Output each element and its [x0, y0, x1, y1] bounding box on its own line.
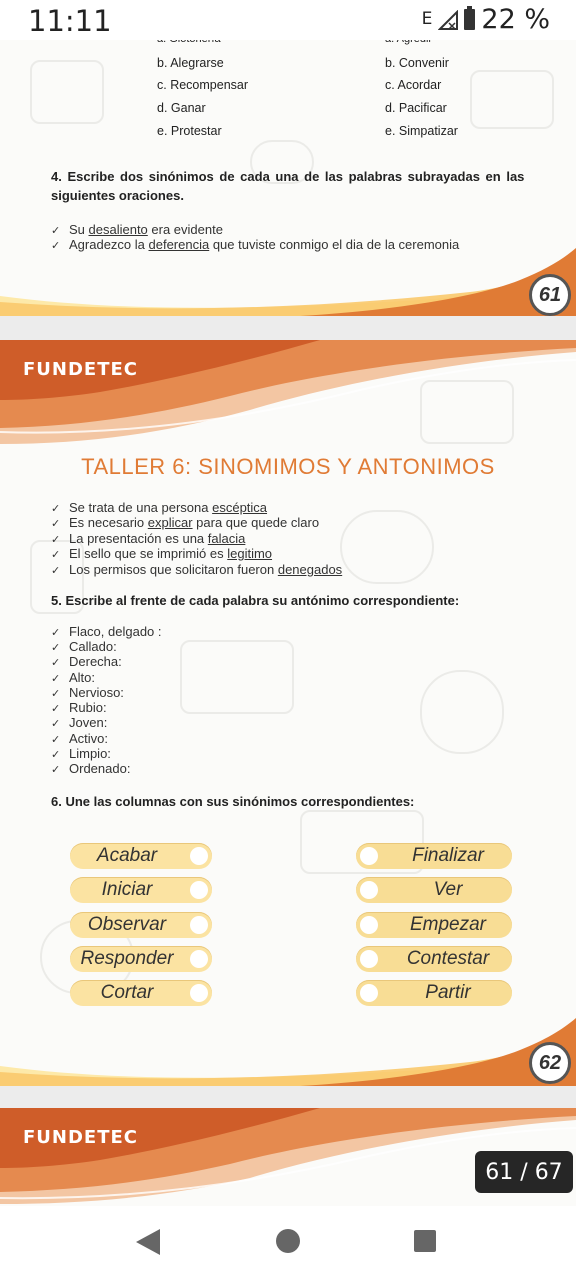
list-item: ✓ Callado:: [51, 639, 117, 654]
match-right-word: Contestar: [356, 946, 512, 972]
match-dot: [190, 984, 208, 1002]
check-icon: ✓: [51, 764, 61, 776]
match-left-word: Iniciar: [70, 877, 212, 903]
list-item: ✓ Es necesario explicar para que quede claro: [51, 515, 320, 530]
list-item: ✓ Agradezco la deferencia que tuviste conmigo el dia de la ceremonia: [51, 237, 460, 252]
match-dot: [190, 847, 208, 865]
match-dot: [190, 881, 208, 899]
check-icon: ✓: [51, 565, 61, 577]
list-item: ✓ La presentación es una falacia: [51, 531, 246, 546]
option-left: c. Recompensar: [157, 78, 249, 92]
list-item: ✓ Joven:: [51, 715, 108, 730]
match-right-word: Partir: [356, 980, 512, 1006]
recent-apps-icon[interactable]: [414, 1230, 436, 1252]
check-icon: ✓: [51, 657, 61, 669]
signal-icon: [438, 10, 458, 30]
footer-wave: [0, 240, 576, 316]
check-icon: ✓: [51, 503, 61, 515]
match-left-word: Responder: [70, 946, 212, 972]
watermark-doodle: [340, 510, 434, 584]
check-icon: ✓: [51, 549, 61, 561]
option-right: d. Pacificar: [385, 101, 447, 115]
home-icon[interactable]: [276, 1229, 300, 1253]
match-right-word: Ver: [356, 877, 512, 903]
option-left: d. Ganar: [157, 101, 206, 115]
match-left-word: Acabar: [70, 843, 212, 869]
brand-logo: FUNDETEC: [23, 359, 138, 380]
list-item: ✓ Los permisos que solicitaron fueron denegados: [51, 562, 343, 577]
list-item: ✓ Flaco, delgado :: [51, 624, 162, 639]
check-icon: ✓: [51, 534, 61, 546]
page-number-badge: 61: [529, 274, 571, 316]
watermark-doodle: [420, 670, 504, 754]
check-icon: ✓: [51, 688, 61, 700]
watermark-doodle: [420, 380, 514, 444]
match-dot: [190, 950, 208, 968]
question-6-title: 6. Une las columnas con sus sinónimos correspondientes:: [51, 794, 415, 809]
list-item: ✓ Nervioso:: [51, 685, 124, 700]
check-icon: ✓: [51, 240, 61, 252]
check-icon: ✓: [51, 718, 61, 730]
question-4-title: 4. Escribe dos sinónimos de cada una de las palabras subrayadas en las: [51, 169, 525, 184]
option-right: c. Acordar: [385, 78, 442, 92]
match-dot: [360, 916, 378, 934]
network-type: E: [421, 8, 433, 29]
page-counter: 61 / 67: [475, 1151, 573, 1193]
match-dot: [360, 984, 378, 1002]
check-icon: ✓: [51, 642, 61, 654]
question-4-title-cont: siguientes oraciones.: [51, 188, 184, 203]
option-right: e. Simpatizar: [385, 124, 458, 138]
page-61: [0, 0, 576, 316]
workshop-title: TALLER 6: SINOMIMOS Y ANTONIMOS: [81, 454, 495, 479]
status-bar: [0, 0, 576, 40]
option-left: e. Protestar: [157, 124, 222, 138]
list-item: ✓ Activo:: [51, 731, 109, 746]
check-icon: ✓: [51, 673, 61, 685]
watermark-doodle: [30, 60, 104, 124]
list-item: ✓ Limpio:: [51, 746, 111, 761]
list-item: ✓ Alto:: [51, 670, 96, 685]
watermark-doodle: [470, 70, 554, 129]
back-icon[interactable]: [136, 1229, 160, 1255]
battery-icon: [464, 9, 475, 30]
page-62: [0, 340, 576, 1086]
match-dot: [360, 881, 378, 899]
list-item: ✓ Su desaliento era evidente: [51, 222, 223, 237]
match-left-word: Cortar: [70, 980, 212, 1006]
list-item: ✓ Rubio:: [51, 700, 107, 715]
list-item: ✓ Ordenado:: [51, 761, 131, 776]
list-item: ✓ Derecha:: [51, 654, 122, 669]
option-left: b. Alegrarse: [157, 56, 224, 70]
footer-wave: [0, 1008, 576, 1086]
check-icon: ✓: [51, 749, 61, 761]
match-dot: [360, 847, 378, 865]
check-icon: ✓: [51, 734, 61, 746]
navigation-bar: [0, 1206, 576, 1280]
list-item: ✓ El sello que se imprimió es legitimo: [51, 546, 273, 561]
status-icons: [422, 4, 550, 35]
check-icon: ✓: [51, 703, 61, 715]
match-dot: [190, 916, 208, 934]
match-right-word: Finalizar: [356, 843, 512, 869]
battery-percent: 22 %: [481, 4, 550, 35]
check-icon: ✓: [51, 627, 61, 639]
list-item: ✓ Se trata de una persona escéptica: [51, 500, 268, 515]
match-right-word: Empezar: [356, 912, 512, 938]
check-icon: ✓: [51, 518, 61, 530]
page-number-badge: 62: [529, 1042, 571, 1084]
match-left-word: Observar: [70, 912, 212, 938]
brand-logo: FUNDETEC: [23, 1127, 138, 1148]
question-5-title: 5. Escribe al frente de cada palabra su antónimo correspondiente:: [51, 593, 460, 608]
watermark-doodle: [180, 640, 294, 714]
match-dot: [360, 950, 378, 968]
check-icon: ✓: [51, 225, 61, 237]
status-time: 11:11: [28, 4, 112, 38]
option-right: b. Convenir: [385, 56, 449, 70]
